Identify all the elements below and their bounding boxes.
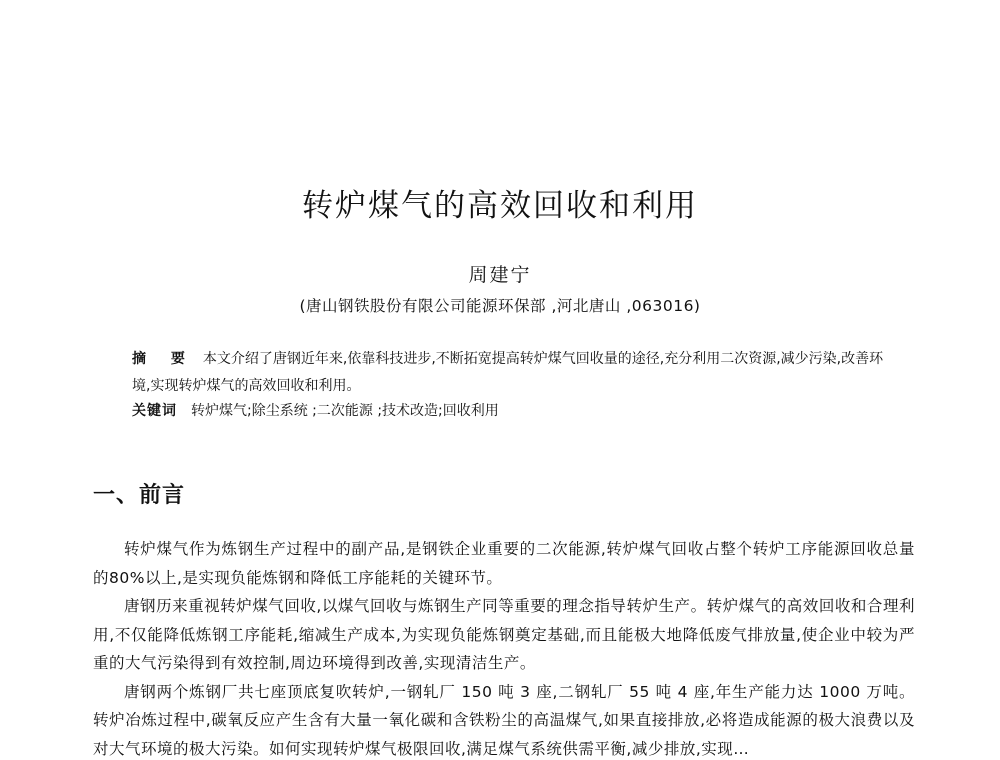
paragraph: 转炉煤气作为炼钢生产过程中的副产品,是钢铁企业重要的二次能源,转炉煤气回收占整个转炉工序能源回收总量的80%以上,是实现负能炼钢和降低工序能耗的关键环节。 xyxy=(93,540,915,587)
keywords xyxy=(132,398,884,425)
paragraph: 唐钢历来重视转炉煤气回收,以煤气回收与炼钢生产同等重要的理念指导转炉生产。转炉煤气的高效回收和合理利用,不仅能降低炼钢工序能耗,缩减生产成本,为实现负能炼钢奠定基础,而且能极大地降低废气排放量,使企业中较为严重的大气污染得到有效控制,周边环境得到改善,实现清洁生产。 xyxy=(93,597,915,672)
paragraph: 唐钢两个炼钢厂共七座顶底复吹转炉,一钢轧厂 150 吨 3 座,二钢轧厂 55 吨 4 座,年生产能力达 1000 万吨。转炉冶炼过程中,碳氧反应产生含有大量一氧化碳和含铁粉尘的高温煤气,如果直接排放,必将造成能源的极大浪费以及对大气环境的极大污染。如何实现转炉煤气极限回收,满足煤气系统供需平衡,减少排放,实现… xyxy=(93,682,915,758)
section-body xyxy=(93,535,915,760)
author-affiliation: (唐山钢铁股份有限公司能源环保部 ,河北唐山 ,063016) xyxy=(299,297,701,315)
abstract xyxy=(132,346,884,400)
section-heading: 一、前言 xyxy=(93,483,186,508)
article-title: 转炉煤气的高效回收和利用 xyxy=(302,188,698,224)
keywords-label: 关键词 xyxy=(132,403,177,419)
abstract-label: 摘 要 xyxy=(132,351,195,367)
keywords-text: 转炉煤气;除尘系统 ;二次能源 ;技术改造;回收利用 xyxy=(191,403,499,419)
author-name: 周建宁 xyxy=(468,264,532,286)
abstract-text: 本文介绍了唐钢近年来,依靠科技进步,不断拓宽提高转炉煤气回收量的途径,充分利用二次资源,减少污染,改善环境,实现转炉煤气的高效回收和利用。 xyxy=(132,351,884,394)
